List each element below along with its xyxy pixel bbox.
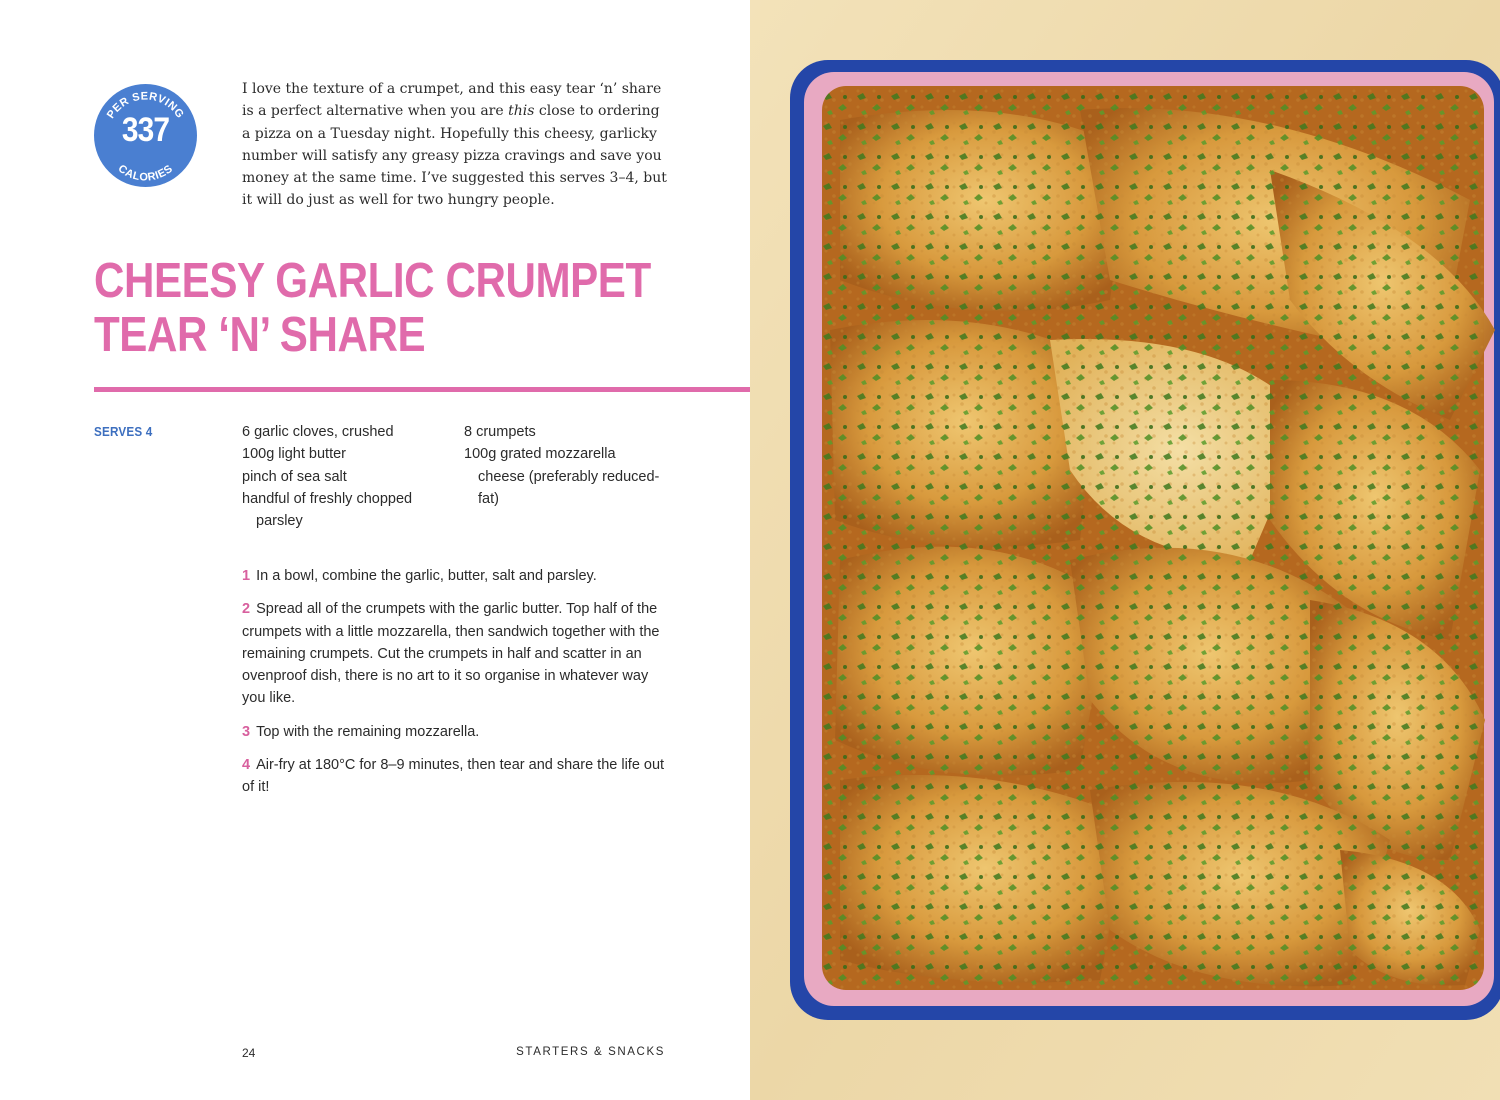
- recipe-title: [94, 254, 651, 362]
- calorie-count: 337: [121, 111, 170, 149]
- method-steps: [242, 565, 672, 810]
- recipe-intro: [242, 78, 672, 212]
- food-photo: [750, 0, 1500, 1100]
- step-number: 3: [242, 723, 251, 740]
- page-number: 24: [242, 1046, 256, 1060]
- section-name: STARTERS & SNACKS: [516, 1046, 665, 1058]
- method-step: [242, 721, 672, 743]
- title-divider: [94, 387, 750, 392]
- ingredient-item: 100g grated mozzarella cheese (preferably reduced-fat): [464, 446, 660, 507]
- step-number: 1: [242, 568, 251, 584]
- step-number: 2: [242, 601, 251, 618]
- ingredients-column-1: [242, 421, 442, 532]
- intro-text-2: close to ordering a pizza on a Tuesday night. Hopefully this cheesy, garlicky number will satisfy any greasy pizza cravings and save you money at the same time. I’ve suggested this serves 3–4, but it will do just as well for two hungry people.: [242, 103, 667, 209]
- ingredients-column-2: [464, 421, 664, 510]
- ingredient-item: 100g light butter: [242, 446, 346, 463]
- title-line-1: CHEESY GARLIC CRUMPET: [94, 254, 651, 308]
- badge-top-text: PER SERVING: [104, 90, 187, 121]
- ingredient-item: pinch of sea salt: [242, 468, 347, 485]
- ingredient-item: 6 garlic cloves, crushed: [242, 424, 394, 440]
- svg-text:CALORIES: [116, 163, 175, 184]
- calorie-badge: [94, 84, 197, 187]
- badge-bottom-text: CALORIES: [115, 162, 176, 184]
- step-text: Air-fry at 180°C for 8–9 minutes, then tear and share the life out of it!: [242, 757, 665, 796]
- intro-emphasis: this: [508, 103, 535, 120]
- step-text: Top with the remaining mozzarella.: [256, 723, 480, 740]
- ingredient-item: 8 crumpets: [464, 424, 536, 440]
- title-line-2: TEAR ‘N’ SHARE: [94, 308, 426, 362]
- step-text: Spread all of the crumpets with the garlic butter. Top half of the crumpets with a little mozzarella, then sandwich together with the remaining crumpets. Cut the crumpets in half and scatter in an ovenproof dish, there is no art to it so organise in whatever way you like.: [242, 601, 660, 707]
- intro-text-1: I love the texture of a crumpet, and this easy tear ‘n’ share is a perfect alternative when you are: [242, 81, 662, 120]
- step-number: 4: [242, 757, 251, 774]
- method-step: [242, 754, 672, 799]
- method-step: [242, 565, 672, 587]
- ingredient-item: handful of freshly chopped parsley: [242, 490, 413, 530]
- serves-label: SERVES 4: [94, 424, 153, 439]
- food-photo-icon: [750, 0, 1500, 1100]
- method-step: [242, 598, 672, 709]
- step-text: In a bowl, combine the garlic, butter, salt and parsley.: [256, 568, 597, 584]
